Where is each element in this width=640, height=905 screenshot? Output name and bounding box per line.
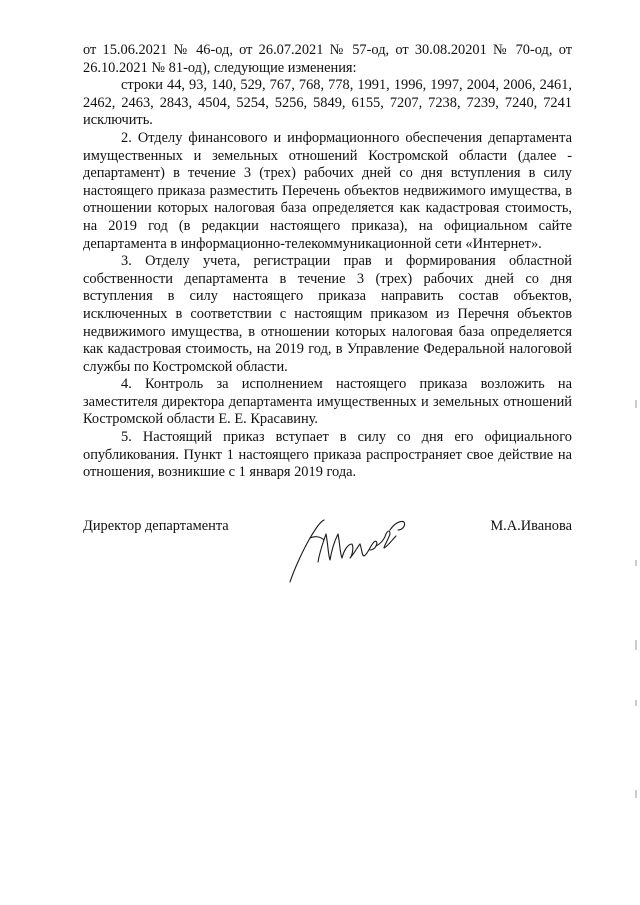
paragraph-item-5: 5. Настоящий приказ вступает в силу со дня его официального опубликования. Пункт 1 настоящего приказа распространяет свое действие на отношения, возникшие с 1 января 2019 года. [83,429,572,481]
paragraph-item-2: 2. Отделу финансового и информационного обеспечения департамента имущественных и земельных отношений Костромской области (далее - департамент) в течение 3 (трех) рабочих дней со дня вступления в силу настоящего приказа разместить Перечень объектов недвижимого имущества, в отношении которых налоговая база определяется как кадастровая стоимость, на 2019 год (в редакции настоящего приказа), на официальном сайте департамента в информационно-телекоммуникационной сети «Интернет». [83,129,572,252]
paragraph-item-3: 3. Отделу учета, регистрации прав и формирования областной собственности департамента в течение 3 (трех) рабочих дней со дня вступления в силу настоящего приказа направить состав объектов, исключенных в соответствии с настоящим приказом из Перечня объектов недвижимого имущества, в отношении которых налоговая база определяется как кадастровая стоимость, на 2019 год, в Управление Федеральной налоговой службы по Костромской области. [83,253,572,375]
paragraph-item-4: 4. Контроль за исполнением настоящего приказа возложить на заместителя директора департамента имущественных и земельных отношений Костромской области Е. Е. Красавину. [83,376,572,428]
handwritten-signature [280,500,420,590]
signatory-name: М.А.Иванова [490,518,572,534]
paragraph-amendments-intro: от 15.06.2021 № 46-од, от 26.07.2021 № 57-од, от 30.08.20201 № 70-од, от 26.10.2021 № 81-од), следующие изменения: [83,42,572,76]
scan-edge-marks [634,0,638,905]
signatory-title: Директор департамента [83,518,229,534]
document-body [83,42,572,482]
paragraph-excluded-rows: строки 44, 93, 140, 529, 767, 768, 778, 1991, 1996, 1997, 2004, 2006, 2461, 2462, 2463, 2843, 4504, 5254, 5256, 5849, 6155, 7207, 7238, 7239, 7240, 7241 исключить. [83,77,572,129]
